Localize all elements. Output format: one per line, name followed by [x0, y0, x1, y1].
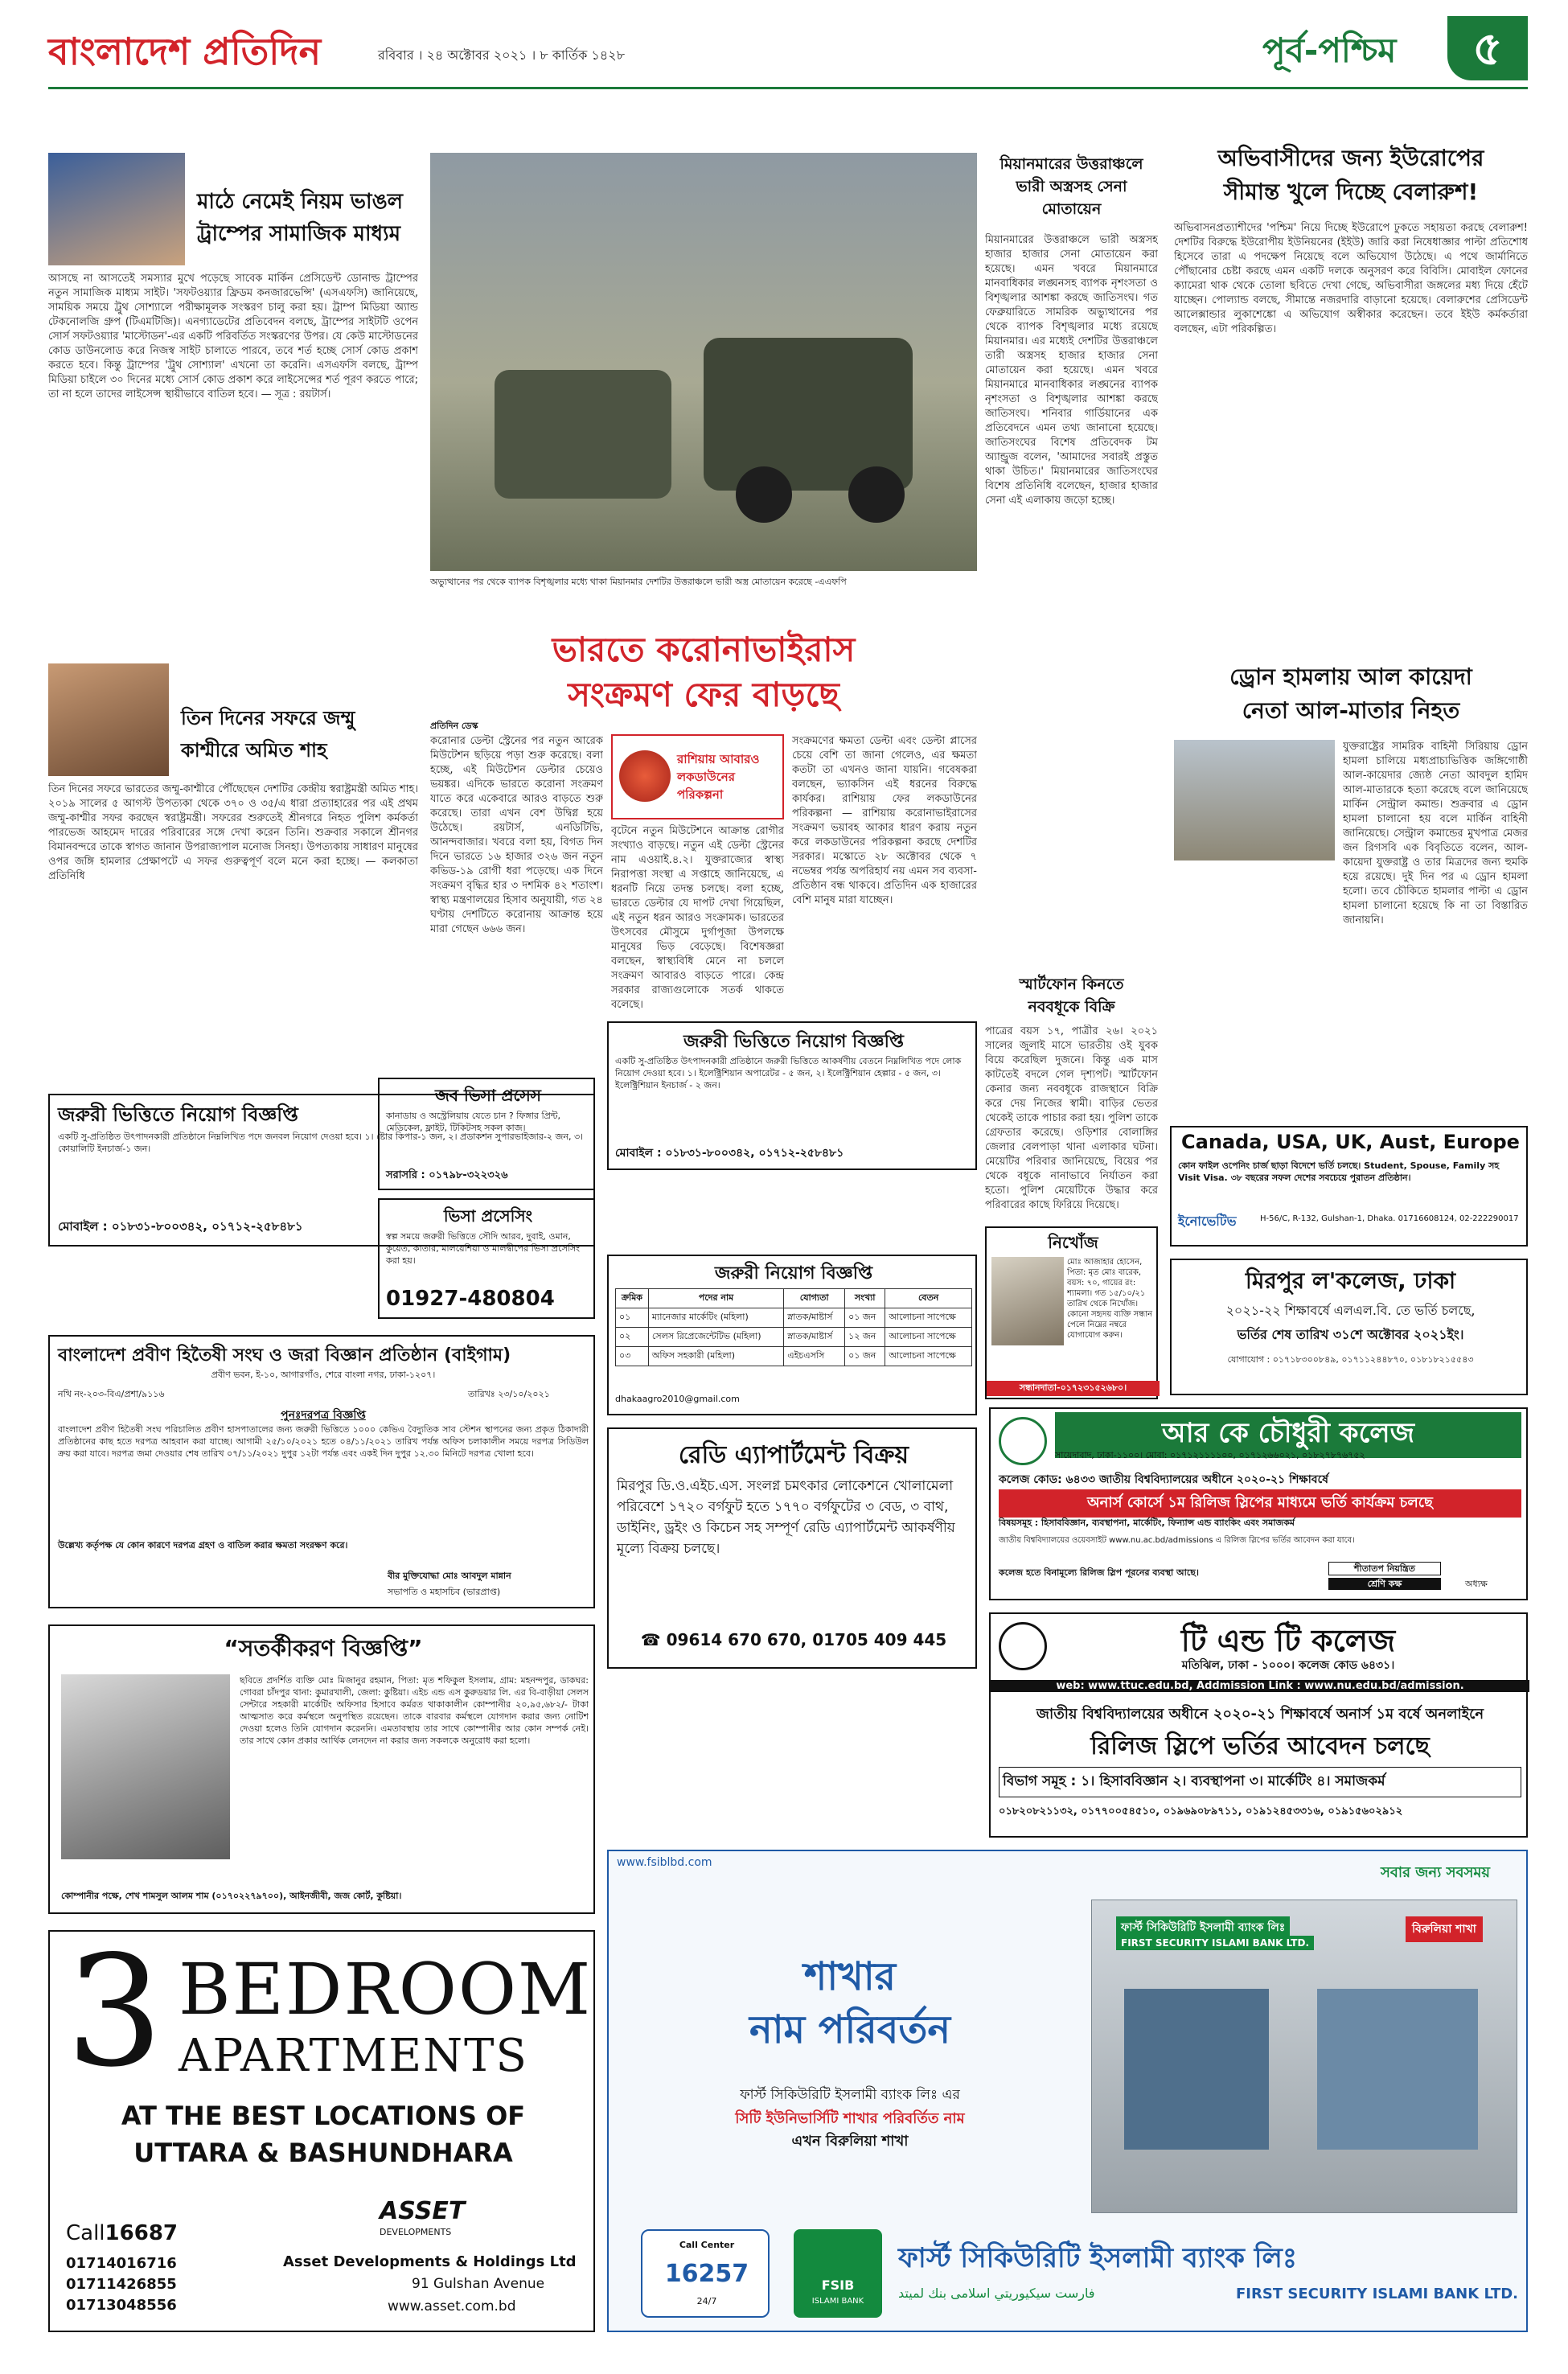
ad-missing-title: নিখোঁজ — [1048, 1233, 1098, 1252]
asset-address: 91 Gulshan Avenue — [412, 2276, 545, 2292]
ad-bigm-subtitle: পুনঃদরপত্র বিজ্ঞপ্তি — [281, 1409, 366, 1422]
bank-sign-bn: ফার্স্ট সিকিউরিটি ইসলামী ব্যাংক লিঃ — [1116, 1916, 1290, 1939]
drone-body: যুক্তরাষ্ট্রের সামরিক বাহিনী সিরিয়ায় ড্রোন হামলা চালিয়ে মধ্যপ্রাচ্যভিত্তিক জঙ্গিগোষ্ঠী আল-কায়েদার জ্যেষ্ঠ নেতা আবদুল হামিদ আল-মাতারকে হত্যা করেছে বলে জানিয়েছে মার্কিন সেন্ট্রাল কমান্ড। শুক্রবার এ ড্রোন হামলা চালানো হয় বলে মার্কিন বাহিনী জানিয়েছে। সেন্ট্রাল কমান্ডের মুখপাত্র মেজর জন রিগসবি এক বিবৃতিতে বলেন, আল-কায়েদা যুক্তরাষ্ট্র ও তার মিত্রদের জন্য হুমকি হয়ে রয়েছে। দুই দিন পর এ ড্রোন হামলা হলো। তবে চৌকিতে হামলার পাল্টা এ ড্রোন হামলা চালানো হয়েছে কি না তা বিস্তারিত জানায়নি। — [1343, 741, 1528, 926]
job-table-cell: আলোচনা সাপেক্ষে — [885, 1328, 972, 1347]
ad-mirpur-contact: যোগাযোগ : ০১৭১৮৩০০৮৪৯, ০১৭১১২৪৪৮৭০, ০১৮১৮২১৫৫৪৩ — [1227, 1354, 1474, 1365]
asset-phone: 01713048556 — [66, 2297, 177, 2314]
bank-headline-1: শাখার — [803, 1954, 897, 1999]
ad-job-table-grid — [615, 1288, 972, 1366]
ad-warning-title: “সতর্কীকরণ বিজ্ঞপ্তি” — [224, 1635, 423, 1661]
amit-photo — [48, 663, 169, 776]
job-table-row — [616, 1328, 972, 1347]
ad-rk-badge2: শ্রেণি কক্ষ — [1328, 1578, 1441, 1590]
ad-tt-sub: মতিঝিল, ঢাকা - ১০০০। কলেজ কোড ৬৪৩১। — [1181, 1659, 1395, 1672]
ad-bigm-memo: নথি নং-২০৩-বিএ/প্রশা/৯১১৬ — [58, 1389, 165, 1399]
covid-headline-2: সংক্রমণ ফের বাড়ছে — [568, 675, 839, 714]
story-covid — [430, 615, 977, 1033]
ad-visa-contact: সরাসরি : ০১৭৯৮-৩২২৩২৬ — [386, 1169, 508, 1181]
asset-web: www.asset.com.bd — [388, 2298, 516, 2314]
smartphone-headline-1: স্মার্টফোন কিনতে — [1019, 975, 1124, 993]
bank-window — [1124, 1989, 1269, 2150]
myanmar-body: মিয়ানমারের উত্তরাঞ্চলে ভারী অস্ত্রসহ হাজার হাজার সেনা মোতায়েন করা হয়েছে। এমন খবরে মিয়ানমারে মানবাধিকার লঙ্ঘনসহ ব্যাপক নৃশংসতা ও বিশৃঙ্খলার আশঙ্কা করছে জাতিসংঘ। গত ফেব্রুয়ারিতে সামরিক অভ্যুত্থানের পর থেকে ব্যাপক বিশৃঙ্খলার মধ্যে রয়েছে মিয়ানমার। এর মধ্যেই দেশটির উত্তরাঞ্চলে তারী অস্ত্রসহ হাজার হাজার সেনা মোতায়েন করা হয়েছে। এমন খবরে মিয়ানমারে মানবাধিকার লঙ্ঘনের ব্যাপক নৃশংসতা ও বিশৃঙ্খলার আশঙ্কা করছে জাতিসংঘ। শনিবার গার্ডিয়ানের এক প্রতিবেদনে এমন তথ্য জানানো হয়েছে। জাতিসংঘের বিশেষ প্রতিবেদক টম অ্যান্ড্রুজ বলেন, 'আমাদের সবারই প্রস্তুত থাকা উচিত।' মিয়ানমারের জাতিসংঘের বিশেষ প্রতিনিধি বলেছেন, হাজার হাজার সেনা এই এলাকায় জড়ো হচ্ছে। — [985, 234, 1158, 507]
bank-headline-2: নাম পরিবর্তন — [749, 2007, 951, 2052]
bank-footer-ar: فارست سيكيوريتي اسلامی بنك لميتد — [898, 2286, 1095, 2301]
issue-date: রবিবার । ২৪ অক্টোবর ২০২১ । ৮ কার্তিক ১৪২৮ — [378, 47, 625, 63]
ad-job-table-email: dhakaagro2010@gmail.com — [615, 1394, 740, 1404]
bank-building-photo — [1091, 1900, 1517, 2213]
story-myanmar — [985, 153, 1158, 965]
phone-icon: ☎ — [640, 1630, 667, 1649]
asset-phone: 01711426855 — [66, 2276, 177, 2293]
ad-canada-title: Canada, USA, UK, Aust, Europe — [1181, 1131, 1520, 1153]
trump-headline-2: ট্রাম্পের সামাজিক মাধ্যম — [197, 222, 401, 246]
virus-icon — [619, 750, 671, 802]
myanmar-headline: মিয়ানমারের উত্তরাঞ্চলে ভারী অস্ত্রসহ সেনা মোতায়েন — [999, 155, 1143, 218]
bank-branch-badge: বিরুলিয়া শাখা — [1406, 1916, 1483, 1942]
ad-rk-line1: কলেজ কোড: ৬৪৩৩ জাতীয় বিশ্ববিদ্যালয়ের অধীনে ২০২০-২১ শিক্ষাবর্ষে — [999, 1473, 1328, 1486]
bank-text-2: সিটি ইউনিভার্সিটি শাখার পরিবর্তিত নাম — [735, 2110, 965, 2127]
asset-call-label: Call — [66, 2221, 105, 2245]
asset-brand-logo: ASSET — [380, 2197, 466, 2225]
job-table-cell: আলোচনা সাপেক্ষে — [885, 1347, 972, 1366]
ad-apartment-title: রেডি এ্যাপার্টমেন্ট বিক্রয় — [678, 1441, 909, 1469]
bank-footer-bn: ফার্স্ট সিকিউরিটি ইসলামী ব্যাংক লিঃ — [898, 2242, 1297, 2274]
ad-mirpur-line1: ২০২১-২২ শিক্ষাবর্ষে এলএল.বি. তে ভর্তি চলছে, — [1225, 1303, 1476, 1318]
asset-line1: BEDROOM — [179, 1948, 593, 2031]
ad-job-mid-contact: মোবাইল : ০১৮৩১-৮০০৩৪২, ০১৭১২-২৫৮৪৮১ — [615, 1147, 844, 1160]
ad-apartment-phone-number: 09614 670 670, 01705 409 445 — [666, 1630, 947, 1649]
ad-rk-line4: জাতীয় বিশ্ববিদ্যালয়ের ওয়েবসাইট www.nu.ac.bd/admissions এ রিলিজ স্লিপের ভর্তির আবেদন করা যাবে। — [999, 1536, 1355, 1545]
fsib-logo-icon — [794, 2229, 882, 2318]
masthead — [0, 0, 1568, 97]
covid-inset — [611, 734, 784, 819]
bank-footer-en: FIRST SECURITY ISLAMI BANK LTD. — [1236, 2286, 1518, 2302]
ad-visa2-phone: 01927-480804 — [386, 1287, 555, 1311]
ad-visa-body: কানাডায় ও অস্ট্রেলিয়ায় যেতে চান ? ফিঙ্গার প্রিন্ট, মেডিকেল, ফ্লাইট, টিকিটসহ সকল কাজ। — [386, 1111, 560, 1133]
amit-headline-1: তিন দিনের সফরে জম্মু — [181, 707, 355, 729]
covid-inset-text: রাশিয়ায় আবারও লকডাউনের পরিকল্পনা — [677, 752, 760, 802]
job-table-cell: ১২ জন — [845, 1328, 885, 1347]
job-table-cell: ০২ — [616, 1328, 649, 1347]
bank-call-sub: 24/7 — [696, 2296, 717, 2306]
rk-logo-icon — [999, 1417, 1047, 1465]
ad-rk — [989, 1407, 1528, 1600]
covid-col-2: বৃটেনে নতুন মিউটেশনে আক্রান্ত রোগীর সংখ্যাও বাড়ছে। নতুন এই ডেল্টা স্ট্রেনের নাম এওয়াই.৪.২। যুক্তরাজ্যের স্বাস্থ্য নিরাপত্তা সংস্থা এ সপ্তাহে জানিয়েছে, এ ধরনটি নিয়ে তদন্ত চলছে। বলা হচ্ছে, ভারতে ডেল্টার যে দাপট দেখা গিয়েছিল, এই নতুন ধরন আরও সংক্রামক। ভারতের উৎসবের মৌসুমে দুর্গাপূজা উপলক্ষে মানুষের ভিড় বেড়েছে। বিশেষজ্ঞরা বলছেন, স্বাস্থ্যবিধি মেনে না চললে সংক্রমণ আবারও বাড়তে পারে। কেন্দ্র সরকার রাজ্যগুলোকে সতর্ক থাকতে বলেছে। — [611, 825, 784, 1011]
ad-tt — [989, 1612, 1528, 1838]
drone-photo — [1174, 740, 1335, 860]
ad-bigm — [48, 1335, 595, 1608]
ad-bigm-address: প্রবীণ ভবন, ই-১০, আগারগাঁও, শেরে বাংলা নগর, ঢাকা-১২০৭। — [211, 1370, 436, 1380]
ad-rk-line3: বিষয়সমূহ : হিসাববিজ্ঞান, ব্যবস্থাপনা, মার্কেটিং, ফিন্যান্স এন্ড ব্যাংকিং এবং সমাজকর্ম — [999, 1518, 1295, 1528]
page-number: ৫ — [1447, 16, 1528, 80]
ad-visa2-title: ভিসা প্রসেসিং — [443, 1206, 533, 1226]
trump-headline-1: মাঠে নেমেই নিয়ম ভাঙল — [197, 190, 404, 214]
job-table-header-cell: বেতন — [885, 1289, 972, 1308]
job-table-cell: স্নাতক/মাষ্টার্স — [784, 1308, 845, 1328]
tt-logo-icon — [999, 1622, 1047, 1670]
ad-tt-web: web: www.ttuc.edu.bd, Addmission Link : www.nu.edu.bd/admission. — [991, 1680, 1529, 1692]
ad-rk-principal: অধ্যক্ষ — [1465, 1579, 1488, 1589]
job-table-cell: ০৩ — [616, 1347, 649, 1366]
bank-window — [1317, 1989, 1478, 2150]
vehicle-shape — [495, 370, 671, 499]
ad-job-mid-title: জরুরী ভিত্তিতে নিয়োগ বিজ্ঞপ্তি — [683, 1032, 904, 1052]
ad-job-mid-body: একটি সু-প্রতিষ্ঠিত উৎপাদনকারী প্রতিষ্ঠানে জরুরী ভিত্তিতে আকর্ষণীয় বেতনে নিম্নলিখিত পদে লোক নিয়োগ দেওয়া হবে। ১। ইলেক্ট্রিশিয়ান অপারেটর - ৫ জন, ২। ইলেক্ট্রিশিয়ান হেল্পার - ৫ জন, ৩। ইলেক্ট্রিশিয়ান ইনচার্জ - ২ জন। — [615, 1056, 962, 1090]
newspaper-logo: বাংলাদেশ প্রতিদিন — [48, 30, 322, 73]
job-table-cell: ০১ জন — [845, 1347, 885, 1366]
ad-asset — [48, 1923, 595, 2332]
ad-canada-brand: ইনোভেটিভ — [1178, 1214, 1237, 1229]
wheel-shape — [736, 466, 792, 523]
trump-body: আসছে না আসতেই সমস্যার মুখে পড়েছে সাবেক মার্কিন প্রেসিডেন্ট ডোনাল্ড ট্রাম্পের নতুন সামাজিক মাধ্যম সাইট। 'সফটওয়্যার ফ্রিডম কনজারভেন্সি' (এসএফসি) জানিয়েছে, সাময়িক সময়ে ট্রুথ সোশ্যালে পরীক্ষামূলক সংস্করণ চালু করা হয়। ট্রাম্প মিডিয়া অ্যান্ড টেকনোলজি গ্রুপ (টিএমটিজি)। এনগ্যাডেটের প্রতিবেদন বলছে, ট্রাম্পের সাইটটি ওপেন সোর্স সফটওয়্যার 'মাস্টোডন'-এর একটি পরিবর্তিত সংস্করণের উপর। যে কেউ মাস্টোডনের কোড ডাউনলোড করে নিজস্ব সাইট চালাতে পারবে, তবে শর্ত হচ্ছে সোর্স কোড প্রকাশ করতে হবে। কিন্তু ট্রাম্পের 'ট্রুথ সোশ্যাল' এখনো তা করেনি। এসএফসি বলছে, ট্রাম্প মিডিয়া চাইলে ৩০ দিনের মধ্যে সোর্স কোড প্রকাশ করে লাইসেন্সের শর্ত পূরণ করতে পারে; তা না হলে তাদের লাইসেন্স স্থায়ীভাবে বাতিল হবে। — সূত্র : রয়টার্স। — [48, 273, 418, 400]
ad-visa2 — [378, 1198, 595, 1319]
asset-call — [66, 2221, 178, 2245]
job-table-cell: সেলস রিপ্রেজেন্টেটিভ (মহিলা) — [648, 1328, 783, 1347]
job-table — [615, 1288, 972, 1366]
ad-job-table — [607, 1255, 977, 1415]
job-table-cell: এইচএসসি — [784, 1347, 845, 1366]
smartphone-headline-2: নববধূকে বিক্রি — [1028, 998, 1115, 1016]
ad-missing-contact: সন্ধানদাতা-০১৭২৩১৫২৬৮০। — [987, 1381, 1160, 1396]
belarus-headline-2: সীমান্ত খুলে দিচ্ছে বেলারুশ! — [1223, 179, 1479, 205]
job-table-cell: স্নাতক/মাষ্টার্স — [784, 1328, 845, 1347]
ad-rk-line2: অনার্স কোর্সে ১ম রিলিজ স্লিপের মাধ্যমে ভর্তি কার্যক্রম চলছে — [999, 1489, 1521, 1518]
story-drone — [1174, 659, 1528, 1126]
ad-tt-title: টি এন্ড টি কলেজ — [1180, 1623, 1396, 1658]
job-table-cell: ম্যানেজার মার্কেটিং (মহিলা) — [648, 1308, 783, 1328]
ad-canada-address: H-56/C, R-132, Gulshan-1, Dhaka. 01716608124, 02-222290017 — [1260, 1214, 1519, 1223]
story-smartphone — [985, 973, 1158, 1222]
ad-job-left-body: একটি সু-প্রতিষ্ঠিত উৎপাদনকারী প্রতিষ্ঠানে নিম্নলিখিত পদে জনবল নিয়োগ দেওয়া হবে। ১। ষ্টোর কিপার-১ জন, ২। প্রডাকশন সুপারভাইজার-২ জন, ৩। কোয়ালিটি ইনচার্জ-১ জন। — [58, 1132, 584, 1154]
ad-tt-line1: জাতীয় বিশ্ববিদ্যালয়ের অধীনে ২০২০-২১ শিক্ষাবর্ষে অনার্স ১ম বর্ষে অনলাইনে — [1036, 1706, 1484, 1723]
wheel-shape — [848, 466, 905, 523]
ad-job-mid — [607, 1021, 977, 1170]
ad-visa-title: জব ভিসা প্রসেস — [435, 1086, 541, 1105]
ad-tt-subjects: বিভাগ সমূহ : ১। হিসাববিজ্ঞান ২। ব্যবস্থাপনা ৩। মার্কেটিং ৪। সমাজকর্ম — [999, 1767, 1521, 1797]
masthead-divider — [48, 87, 1528, 89]
job-table-header-cell: ক্রমিক — [616, 1289, 649, 1308]
trump-photo — [48, 153, 185, 265]
job-table-cell: অফিস সহকারী (মহিলা) — [648, 1347, 783, 1366]
covid-col-3: সংক্রমণের ক্ষমতা ডেল্টা এবং ডেল্টা প্লাসের চেয়ে বেশি তা জানা গেলেও, এর ক্ষমতা কতটা তা এখনও জানা যায়নি। গবেষকরা বলছেন, ভ্যাকসিন এই ধরনের বিরুদ্ধে কার্যকর। রাশিয়ায় ফের লকডাউনের পরিকল্পনা — রাশিয়ায় করোনাভাইরাসের সংক্রমণ ভয়াবহ আকার ধারণ করায় নতুন করে লকডাউনের পরিকল্পনা করছে দেশটির সরকার। মস্কোতে ২৮ অক্টোবর থেকে ৭ নভেম্বর পর্যন্ত অপরিহার্য নয় এমন সব ব্যবসা-প্রতিষ্ঠান বন্ধ থাকবে। প্রতিদিন এক হাজারের বেশি মানুষ মারা যাচ্ছেন। — [792, 735, 977, 906]
job-table-row — [616, 1308, 972, 1328]
ad-bigm-sign-title: সভাপতি ও মহাসচিব (ভারপ্রাপ্ত) — [388, 1587, 501, 1597]
army-photo — [430, 153, 977, 571]
ad-mirpur-line2: ভর্তির শেষ তারিখ ৩১শে অক্টোবর ২০২১ইং। — [1237, 1327, 1464, 1342]
job-table-cell: ০১ — [616, 1308, 649, 1328]
asset-phone: 01714016716 — [66, 2255, 177, 2272]
army-photo-caption: অভ্যুত্থানের পর থেকে ব্যাপক বিশৃঙ্খলার মধ্যে থাকা মিয়ানমার দেশটির উত্তরাঞ্চলে ভারী অস্ত্র মোতায়েন করেছে -এএফপি — [430, 577, 847, 587]
ad-bigm-title: বাংলাদেশ প্রবীণ হিতৈষী সংঘ ও জরা বিজ্ঞান প্রতিষ্ঠান (বাইগাম) — [58, 1345, 511, 1366]
smartphone-body: পাত্রের বয়স ১৭, পাত্রীর ২৬। ২০২১ সালের জুলাই মাসে ভারতীয় ওই যুবক বিয়ে করেছিল দুজনে। কিন্তু এক মাস কাটতেই বদলে গেল দৃশ্যপট। স্মার্টফোন কেনার জন্য নববধূকে রাজস্থানে বিক্রি করে দেয় নিজের স্বামী। বাড়ির ভেতর থেকেই তাকে পাচার করা হয়। পুলিশ তাকে গ্রেফতার করেছে। ওড়িশার বোলাঙ্গির জেলার বেলপাড়া থানা এলাকার ঘটনা। মেয়েটির পরিবার জানিয়েছে, বিয়ের পর থেকে বধূকে নানাভাবে নির্যাতন করা হতো। পুলিশ মেয়েটিকে উদ্ধার করে পরিবারের কাছে ফিরিয়ে দিয়েছে। — [985, 1025, 1158, 1211]
ad-apartment — [607, 1427, 977, 1669]
ad-mirpur-title: মিরপুর ল'কলেজ, ঢাকা — [1245, 1267, 1456, 1294]
story-trump — [48, 153, 418, 651]
job-table-cell: আলোচনা সাপেক্ষে — [885, 1308, 972, 1328]
bank-call-number: 16257 — [664, 2260, 749, 2288]
missing-person-photo — [991, 1257, 1064, 1345]
ad-visa — [378, 1078, 595, 1190]
asset-line3: AT THE BEST LOCATIONS OF — [121, 2101, 526, 2131]
story-amit — [48, 663, 418, 1066]
bank-call-label: Call Center — [679, 2240, 735, 2250]
bank-sign-en: FIRST SECURITY ISLAMI BANK LTD. — [1116, 1936, 1314, 1950]
fsib-logo-sub: ISLAMI BANK — [811, 2297, 864, 2306]
bank-call-center — [641, 2229, 770, 2318]
warning-person-photo — [61, 1674, 230, 1859]
bank-url: www.fsiblbd.com — [617, 1856, 712, 1869]
ad-apartment-body: মিরপুর ডি.ও.এইচ.এস. সংলগ্ন চমৎকার লোকেশনে খোলামেলা পরিবেশে ১৭২০ বর্গফুট হতে ১৭৭০ বর্গফুটের ৩ বেড, ৩ বাথ, ডাইনিং, ড্রইং ও কিচেন সহ সম্পূর্ণ রেডি এ্যাপার্টমেন্ট আকর্ষণীয় মূল্যে বিক্রয় চলছে। — [617, 1478, 955, 1557]
asset-line2: APARTMENTS — [179, 2030, 528, 2082]
job-table-row — [616, 1347, 972, 1366]
job-table-header-cell: যোগ্যতা — [784, 1289, 845, 1308]
belarus-headline-1: অভিবাসীদের জন্য ইউরোপের — [1217, 145, 1484, 171]
ad-bank — [607, 1850, 1528, 2332]
job-table-header-cell: পদের নাম — [648, 1289, 783, 1308]
fsib-logo-text: FSIB — [821, 2277, 855, 2293]
covid-byline: প্রতিদিন ডেস্ক — [430, 721, 478, 731]
ad-bigm-date: তারিখঃ ২৩/১০/২০২১ — [468, 1389, 550, 1399]
ad-bigm-sign: বীর মুক্তিযোদ্ধা মোঃ আবদুল মান্নান — [388, 1571, 511, 1581]
drone-headline-1: ড্রোন হামলায় আল কায়েদা — [1229, 663, 1472, 690]
bank-text-1: ফার্স্ট সিকিউরিটি ইসলামী ব্যাংক লিঃ এর — [740, 2087, 960, 2103]
amit-body: তিন দিনের সফরে ভারতের জম্মু-কাশ্মীরে পৌঁছেছেন দেশটির কেন্দ্রীয় স্বরাষ্ট্রমন্ত্রী অমিত শাহ। ২০১৯ সালের ৫ আগস্ট উপত্যকা থেকে ৩৭০ ও ৩৫/এ ধারা প্রত্যাহারের পর এই প্রথম জম্মু-কাশ্মীর সফর করছেন স্বরাষ্ট্রমন্ত্রী। সফরের শুরুতেই শ্রীনগরে নিহত পুলিশ কর্মকর্তা পারভেজ আহমেদ দারের পরিবারের সঙ্গে দেখা করেন তিনি। শুক্রবার সকালে শ্রীনগর বিমানবন্দরে তাকে স্বাগত জানান উপরাজ্যপাল মনোজ সিনহা। উপত্যকায় সাধারণ মানুষের ওপর জঙ্গি হামলার প্রেক্ষাপটে এ সফর গুরুত্বপূর্ণ বলে মনে করা হচ্ছে। — কলকাতা প্রতিনিধি — [48, 783, 418, 882]
ad-job-table-title: জরুরী নিয়োগ বিজ্ঞপ্তি — [714, 1263, 873, 1284]
belarus-body: অভিবাসনপ্রত্যাশীদের 'পশ্চিম' নিয়ে দিচ্ছে ইউরোপে ঢুকতে সহায়তা করছে বেলারুশ! দেশটির বিরুদ্ধে ইউরোপীয় ইউনিয়নের (ইইউ) জারি করা নিষেধাজ্ঞার পাল্টা প্রতিশোধ হিসেবে তারা এ পদক্ষেপ নিয়েছে বলে অভিযোগ উঠেছে। এ পথে জার্মানিতে পৌঁছানোর চেষ্টা করছে এমন একটি দলকে অনুসরণ করে বিবিসি। মোবাইল ফোনের ক্যামেরা থাক থেকে তোলা ছবিতে দেখা গেছে, অভিবাসীরা জঙ্গলের মধ্য দিয়ে হেঁটে যাচ্ছেন। পোল্যান্ড বলছে, সীমান্তে নজরদারি বাড়ানো হয়েছে। বেলারুশের প্রেসিডেন্ট আলেক্সান্ডার লুকাশেঙ্কো এ অভিযোগ অস্বীকার করেছেন। তবে ইইউ কর্মকর্তারা বলছেন, এটা পরিকল্পিত। — [1174, 222, 1528, 335]
ad-bigm-note: উল্লেখ্য কর্তৃপক্ষ যে কোন কারণে দরপত্র গ্রহণ ও বাতিল করার ক্ষমতা সংরক্ষণ করে। — [58, 1540, 348, 1550]
drone-headline-2: নেতা আল-মাতার নিহত — [1242, 697, 1460, 724]
job-table-cell: ০১ জন — [845, 1308, 885, 1328]
covid-headline-1: ভারতে করোনাভাইরাস — [552, 630, 856, 669]
ad-rk-line5: কলেজ হতে বিনামূল্যে রিলিজ স্লিপ পূরনের ব্যবস্থা আছে। — [999, 1567, 1199, 1578]
ad-job-left-title: জরুরী ভিত্তিতে নিয়োগ বিজ্ঞপ্তি — [58, 1103, 298, 1126]
job-table-header-cell: সংখ্যা — [845, 1289, 885, 1308]
ad-rk-title: আর কে চৌধুরী কলেজ — [1055, 1412, 1521, 1458]
ad-mirpur — [1170, 1259, 1528, 1395]
ad-rk-address: সায়েদাবাদ, ঢাকা-১১০০। মোবা: ০১৭১২১১১১০০, ০১৭১২৬৬০২১, ০১৮২৭৮৭৬৭৫২ — [1055, 1450, 1365, 1460]
job-table-header — [616, 1289, 972, 1308]
amit-headline-2: কাশ্মীরে অমিত শাহ — [181, 739, 327, 762]
asset-call-number: 16687 — [105, 2221, 179, 2245]
ad-bigm-body: বাংলাদেশ প্রবীণ হিতৈষী সংঘ পরিচালিত প্রবীণ হাসপাতালের জন্য জরুরী ভিত্তিতে ১০০০ কেভিএ বৈদ্যুতিক সাব স্টেশন স্থাপনের জন্য প্রকৃত ঠিকাদারী প্রতিষ্ঠানের কাছ হতে দরপত্র আহবান করা যাচ্ছে। আগামী ২৫/১০/২০২১ হতে ০৪/১১/২০২১ তারিখ পর্যন্ত অফিস চলাকালীন সময়ে দরপত্র সিডিউল ক্রয় করা যাবে। দরপত্র জমা দেওয়ার শেষ তারিখ ০৭/১১/২০২১ দুপুর ১২টা পর্যন্ত এবং একই দিন দুপুর ১২.৩০ মিনিটে দরপত্র খোলা হবে। — [58, 1424, 589, 1459]
ad-rk-badge1: শীতাতপ নিয়ন্ত্রিত — [1328, 1562, 1441, 1575]
ad-apartment-phone — [617, 1630, 971, 1649]
bank-tagline: সবার জন্য সবসময় — [1381, 1864, 1491, 1881]
asset-company: Asset Developments & Holdings Ltd — [283, 2253, 577, 2270]
asset-big-number: 3 — [66, 1923, 163, 2101]
asset-brand-sub: DEVELOPMENTS — [380, 2227, 452, 2237]
ad-missing-body: মোঃ আজাহার হোসেন, পিতা: মৃত মোঃ বারেক, বয়স: ৭০, গায়ের রং: শ্যামলা। গত ১৫/১০/২১ তারিখ থেকে নিখোঁজ। কোনো সহৃদয় ব্যক্তি সন্ধান পেলে নিম্নের নম্বরে যোগাযোগ করুন। — [1067, 1258, 1153, 1340]
asset-line4: UTTARA & BASHUNDHARA — [133, 2138, 513, 2168]
ad-visa2-body: স্বল্প সময়ে জরুরী ভিত্তিতে সৌদি আরব, দুবাই, ওমান, কুয়েত, কাতার, মালয়েশিয়া ও মালদ্বীপের ভিসা প্রসেসিং করা হয়। — [386, 1231, 580, 1266]
story-belarus — [1174, 141, 1528, 647]
ad-warning-footer: কোম্পানীর পক্ষে, শেখ শামসুল আলম শাম (০১৭০২২৭৯৭০০), আইনজীবী, জজ কোর্ট, কুষ্টিয়া। — [61, 1891, 402, 1901]
ad-warning — [48, 1624, 595, 1914]
ad-tt-phones: ০১৮২০৮২১১৩২, ০১৭৭০০৫৪৫১০, ০১৯৬৯০৮৯৭১১, ০১৯১২৪৫৩৩১৬, ০১৯১৫৬০২৯১২ — [999, 1805, 1403, 1817]
covid-col-1: করোনার ডেল্টা স্ট্রেনের পর নতুন আরেক মিউটেশন ছড়িয়ে পড়া শুরু করেছে। বলা হচ্ছে, এই মিউটেশন ডেল্টার চেয়েও ভয়ঙ্কর। এদিকে ভারতে করোনা সংক্রমণ যাতে করে একেবারে আরও বাড়তে শুরু করেছে। তারা এখন বেশ উদ্বিগ্ন হয়ে উঠেছে। রয়টার্স, এনডিটিভি, আনন্দবাজার। খবরে বলা হয়, বিগত দিন দিনে ভারতে ১৬ হাজার ৩২৬ জন নতুন কভিড-১৯ রোগী ধরা পড়েছে। এক দিনে সংক্রমণ বৃদ্ধির হার ৩ দশমিক ৪২ শতাংশ। স্বাস্থ্য মন্ত্রণালয়ের হিসাব অনুযায়ী, গত ২৪ ঘণ্টায় দেশটিতে করোনায় আক্রান্ত হয়ে মারা গেছেন ৬৬৬ জন। — [430, 735, 603, 935]
ad-missing-box — [985, 1226, 1158, 1399]
ad-tt-line2: রিলিজ স্লিপে ভর্তির আবেদন চলছে — [1090, 1732, 1430, 1760]
section-title: পূর্ব-পশ্চিম — [1262, 31, 1397, 70]
ad-canada — [1170, 1126, 1528, 1247]
bank-text-3: এখন বিরুলিয়া শাখা — [791, 2133, 909, 2150]
ad-job-left-contact: মোবাইল : ০১৮৩১-৮০০৩৪২, ০১৭১২-২৫৮৪৮১ — [58, 1219, 303, 1234]
ad-warning-body: ছবিতে প্রদর্শিত ব্যক্তি মোঃ মিজানুর রহমান, পিতা: মৃত শফিকুল ইসলাম, গ্রাম: মহনন্দপুর, ডাকঘর: গোবরা চাঁদপুর থানা: কুমারখালী, জেলা: কুষ্টিয়া। এইচ এন্ড এস কুরুডয়ার লি. এর বি-বাড়ীয়া সেলস সেন্টারে সহকারী মার্কেটিং অফিসার হিসাবে কর্মরত থাকাকালীন কোম্পানীর ২০,৯৫,৬৮২/- টাকা আত্মসাত করে কর্মস্থলে অনুপস্থিত রয়েছেন। তাকে বারবার কর্মস্থলে যোগদান করার জন্য নোটিশ দেওয়া হলেও তিনি যোগদান করেননি। এমতাবস্থায় তার সাথে কোম্পানীর আর কোন সম্পর্ক নেই। তার সাথে কোন প্রকার আর্থিক লেনদেন না করার জন্য সকলকে অনুরোধ করা হলো। — [240, 1675, 589, 1746]
ad-canada-line1: কোন ফাইল ওপেনিং চার্জ ছাড়া বিদেশে ভর্তি চলছে। Student, Spouse, Family সহ Visit Visa. ৩৮ বছরের সফল দেশের সবচেয়ে পুরাতন প্রতিষ্ঠান। — [1178, 1160, 1500, 1183]
